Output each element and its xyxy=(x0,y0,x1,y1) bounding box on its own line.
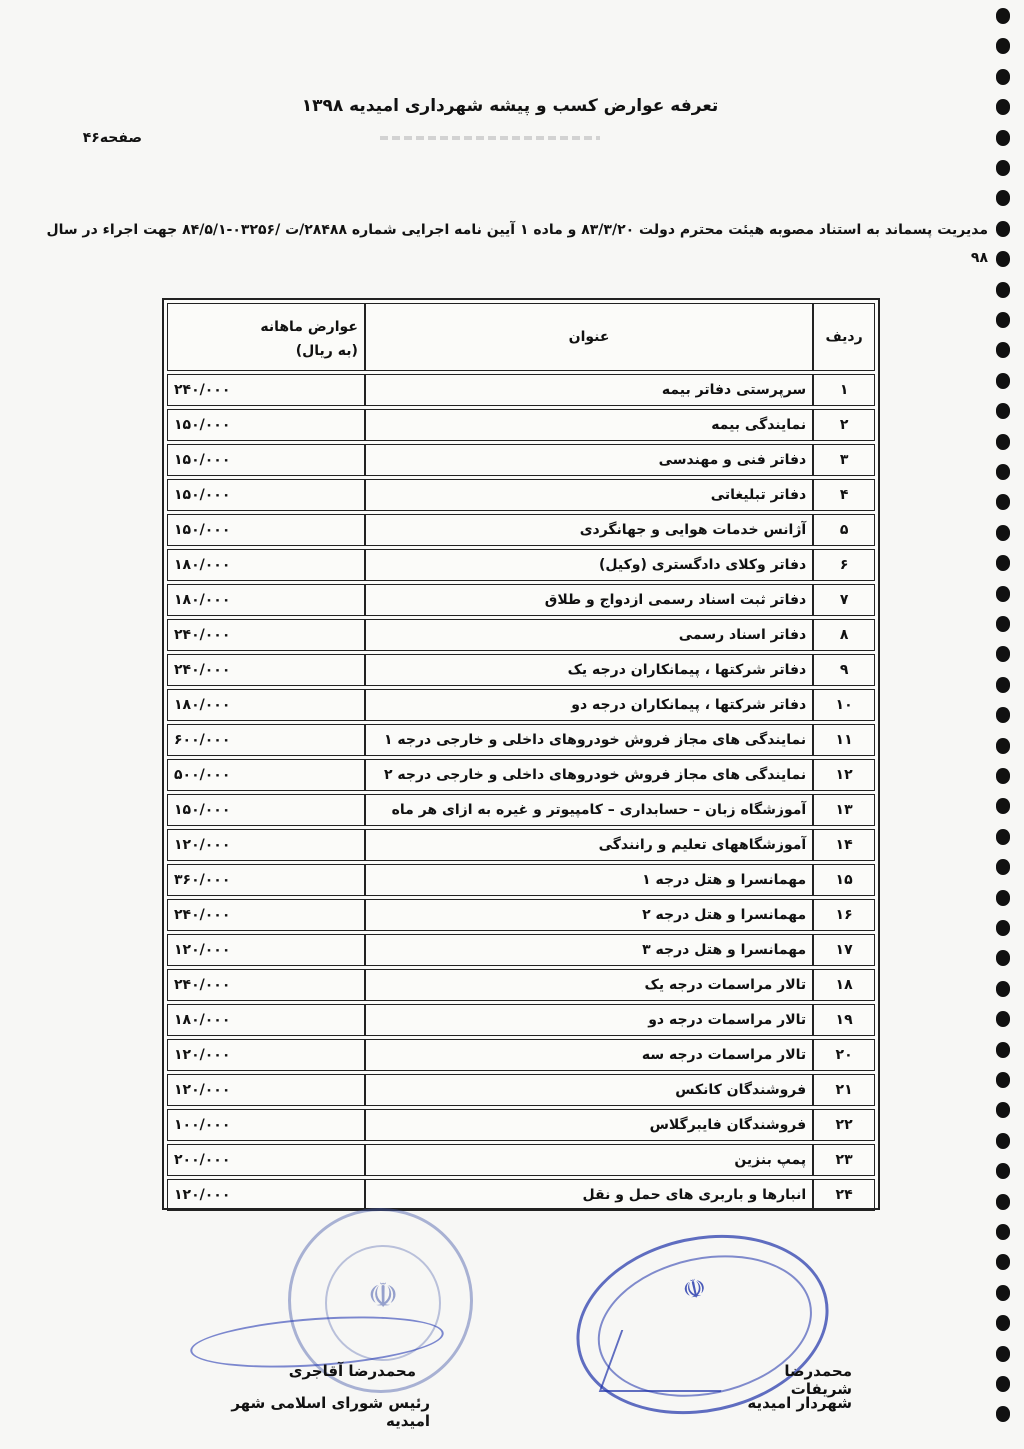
row-fee: ۱۲۰/۰۰۰ xyxy=(167,1179,365,1211)
ring-hole-icon xyxy=(996,1042,1010,1058)
signatory-left-title: رئیس شورای اسلامی شهر امیدیه xyxy=(231,1394,430,1430)
ring-hole-icon xyxy=(996,1285,1010,1301)
ring-hole-icon xyxy=(996,160,1010,176)
row-fee: ۲۴۰/۰۰۰ xyxy=(167,374,365,406)
fee-table-frame xyxy=(162,298,880,1210)
ring-hole-icon xyxy=(996,1376,1010,1392)
ring-hole-icon xyxy=(996,190,1010,206)
row-number: ۲۴ xyxy=(813,1179,875,1211)
row-number: ۸ xyxy=(813,619,875,651)
row-number: ۷ xyxy=(813,584,875,616)
header-title: عنوان xyxy=(365,303,813,371)
ring-hole-icon xyxy=(996,616,1010,632)
row-fee: ۲۴۰/۰۰۰ xyxy=(167,969,365,1001)
row-fee: ۱۵۰/۰۰۰ xyxy=(167,794,365,826)
header-fee-line2: (به ریال) xyxy=(295,343,358,359)
table-row xyxy=(167,1144,875,1176)
row-fee: ۱۰۰/۰۰۰ xyxy=(167,1109,365,1141)
ring-hole-icon xyxy=(996,920,1010,936)
signatory-right-title: شهردار امیدیه xyxy=(747,1394,852,1412)
binding-rings xyxy=(992,8,1014,1443)
ring-hole-icon xyxy=(996,1406,1010,1422)
ring-hole-icon xyxy=(996,494,1010,510)
header-fee xyxy=(167,303,365,371)
row-title: دفاتر ثبت اسناد رسمی ازدواج و طلاق xyxy=(365,584,813,616)
ring-hole-icon xyxy=(996,1163,1010,1179)
ring-hole-icon xyxy=(996,768,1010,784)
row-number: ۱۹ xyxy=(813,1004,875,1036)
ring-hole-icon xyxy=(996,829,1010,845)
row-fee: ۱۲۰/۰۰۰ xyxy=(167,934,365,966)
ring-hole-icon xyxy=(996,1133,1010,1149)
ring-hole-icon xyxy=(996,130,1010,146)
ring-hole-icon xyxy=(996,525,1010,541)
table-row xyxy=(167,1074,875,1106)
table-row xyxy=(167,899,875,931)
row-fee: ۱۸۰/۰۰۰ xyxy=(167,1004,365,1036)
table-row xyxy=(167,374,875,406)
row-number: ۱۱ xyxy=(813,724,875,756)
row-title: دفاتر شرکتها ، پیمانکاران درجه دو xyxy=(365,689,813,721)
table-row xyxy=(167,584,875,616)
ring-hole-icon xyxy=(996,981,1010,997)
ring-hole-icon xyxy=(996,8,1010,24)
row-title: نمایندگی های مجاز فروش خودروهای داخلی و خارجی درجه ۱ xyxy=(365,724,813,756)
row-number: ۵ xyxy=(813,514,875,546)
row-title: آموزشگاه زبان – حسابداری – کامپیوتر و غیره به ازای هر ماه xyxy=(365,794,813,826)
table-row xyxy=(167,864,875,896)
row-title: دفاتر اسناد رسمی xyxy=(365,619,813,651)
row-title: آژانس خدمات هوایی و جهانگردی xyxy=(365,514,813,546)
row-title: فروشندگان کانکس xyxy=(365,1074,813,1106)
row-fee: ۲۴۰/۰۰۰ xyxy=(167,899,365,931)
intro-paragraph: مدیریت پسماند به استناد مصوبه هیئت محترم دولت ۸۳/۳/۲۰ و ماده ۱ آیین نامه اجرایی شماره ۲۸۴۸۸/ت /۰۳۲۵۶-۸۴/۵/۱ جهت اجراء در سال ۹۸ xyxy=(46,222,988,266)
row-fee: ۱۵۰/۰۰۰ xyxy=(167,409,365,441)
ring-hole-icon xyxy=(996,586,1010,602)
row-title: سرپرستی دفاتر بیمه xyxy=(365,374,813,406)
row-number: ۶ xyxy=(813,549,875,581)
ring-hole-icon xyxy=(996,464,1010,480)
ring-hole-icon xyxy=(996,707,1010,723)
row-title: دفاتر وکلای دادگستری (وکیل) xyxy=(365,549,813,581)
faded-text-line xyxy=(380,136,600,140)
table-row xyxy=(167,969,875,1001)
ring-hole-icon xyxy=(996,434,1010,450)
row-number: ۹ xyxy=(813,654,875,686)
row-fee: ۱۲۰/۰۰۰ xyxy=(167,829,365,861)
row-title: دفاتر شرکتها ، پیمانکاران درجه یک xyxy=(365,654,813,686)
row-fee: ۱۵۰/۰۰۰ xyxy=(167,514,365,546)
ring-hole-icon xyxy=(996,859,1010,875)
table-row xyxy=(167,549,875,581)
row-number: ۳ xyxy=(813,444,875,476)
iran-emblem-icon: ☫ xyxy=(367,1276,399,1316)
row-fee: ۳۶۰/۰۰۰ xyxy=(167,864,365,896)
row-number: ۲۰ xyxy=(813,1039,875,1071)
row-number: ۲۳ xyxy=(813,1144,875,1176)
ring-hole-icon xyxy=(996,342,1010,358)
ring-hole-icon xyxy=(996,221,1010,237)
table-row xyxy=(167,794,875,826)
fee-table xyxy=(167,303,875,1211)
row-number: ۱۸ xyxy=(813,969,875,1001)
row-number: ۱ xyxy=(813,374,875,406)
table-row xyxy=(167,934,875,966)
row-number: ۱۰ xyxy=(813,689,875,721)
row-fee: ۶۰۰/۰۰۰ xyxy=(167,724,365,756)
row-number: ۱۵ xyxy=(813,864,875,896)
row-number: ۱۴ xyxy=(813,829,875,861)
row-title: مهمانسرا و هتل درجه ۱ xyxy=(365,864,813,896)
row-number: ۱۳ xyxy=(813,794,875,826)
row-number: ۲۲ xyxy=(813,1109,875,1141)
document-title: تعرفه عوارض کسب و پیشه شهرداری امیدیه ۱۳۹۸ xyxy=(301,96,719,116)
row-fee: ۱۲۰/۰۰۰ xyxy=(167,1039,365,1071)
row-fee: ۲۴۰/۰۰۰ xyxy=(167,654,365,686)
ring-hole-icon xyxy=(996,1254,1010,1270)
ring-hole-icon xyxy=(996,555,1010,571)
table-row xyxy=(167,689,875,721)
row-title: تالار مراسمات درجه یک xyxy=(365,969,813,1001)
ring-hole-icon xyxy=(996,373,1010,389)
row-fee: ۱۵۰/۰۰۰ xyxy=(167,444,365,476)
ring-hole-icon xyxy=(996,1072,1010,1088)
row-title: مهمانسرا و هتل درجه ۳ xyxy=(365,934,813,966)
header-fee-line1: عوارض ماهانه xyxy=(260,319,358,335)
signature-right xyxy=(599,1330,744,1392)
table-row xyxy=(167,1004,875,1036)
row-number: ۲ xyxy=(813,409,875,441)
row-fee: ۱۸۰/۰۰۰ xyxy=(167,549,365,581)
row-number: ۱۲ xyxy=(813,759,875,791)
row-number: ۱۶ xyxy=(813,899,875,931)
ring-hole-icon xyxy=(996,1102,1010,1118)
ring-hole-icon xyxy=(996,38,1010,54)
ring-hole-icon xyxy=(996,99,1010,115)
row-title: آموزشگاههای تعلیم و رانندگی xyxy=(365,829,813,861)
ring-hole-icon xyxy=(996,1315,1010,1331)
row-fee: ۲۰۰/۰۰۰ xyxy=(167,1144,365,1176)
table-row xyxy=(167,759,875,791)
row-number: ۴ xyxy=(813,479,875,511)
header-row-number: ردیف xyxy=(813,303,875,371)
row-number: ۲۱ xyxy=(813,1074,875,1106)
row-title: مهمانسرا و هتل درجه ۲ xyxy=(365,899,813,931)
ring-hole-icon xyxy=(996,251,1010,267)
ring-hole-icon xyxy=(996,69,1010,85)
iran-emblem-icon: ☫ xyxy=(680,1272,710,1307)
row-title: نمایندگی بیمه xyxy=(365,409,813,441)
table-row xyxy=(167,444,875,476)
row-fee: ۱۵۰/۰۰۰ xyxy=(167,479,365,511)
ring-hole-icon xyxy=(996,1346,1010,1362)
signatory-right-name: محمدرضا شریفات xyxy=(784,1362,852,1398)
table-header-row xyxy=(167,303,875,371)
row-fee: ۱۸۰/۰۰۰ xyxy=(167,584,365,616)
ring-hole-icon xyxy=(996,646,1010,662)
table-row xyxy=(167,619,875,651)
ring-hole-icon xyxy=(996,677,1010,693)
row-fee: ۱۸۰/۰۰۰ xyxy=(167,689,365,721)
row-title: دفاتر تبلیغاتی xyxy=(365,479,813,511)
ring-hole-icon xyxy=(996,282,1010,298)
page-number: صفحه۴۶ xyxy=(82,130,142,146)
table-row xyxy=(167,1039,875,1071)
ring-hole-icon xyxy=(996,890,1010,906)
row-title: فروشندگان فایبرگلاس xyxy=(365,1109,813,1141)
ring-hole-icon xyxy=(996,738,1010,754)
table-row xyxy=(167,1109,875,1141)
table-row xyxy=(167,514,875,546)
row-title: تالار مراسمات درجه سه xyxy=(365,1039,813,1071)
ring-hole-icon xyxy=(996,950,1010,966)
ring-hole-icon xyxy=(996,1194,1010,1210)
table-row xyxy=(167,829,875,861)
table-row xyxy=(167,479,875,511)
row-fee: ۱۲۰/۰۰۰ xyxy=(167,1074,365,1106)
ring-hole-icon xyxy=(996,403,1010,419)
row-number: ۱۷ xyxy=(813,934,875,966)
ring-hole-icon xyxy=(996,1224,1010,1240)
row-fee: ۵۰۰/۰۰۰ xyxy=(167,759,365,791)
row-fee: ۲۴۰/۰۰۰ xyxy=(167,619,365,651)
table-row xyxy=(167,724,875,756)
ring-hole-icon xyxy=(996,798,1010,814)
row-title: تالار مراسمات درجه دو xyxy=(365,1004,813,1036)
signatory-left-name: محمدرضا آقاجری xyxy=(288,1362,416,1380)
row-title: دفاتر فنی و مهندسی xyxy=(365,444,813,476)
row-title: انبارها و باربری های حمل و نقل xyxy=(365,1179,813,1211)
table-row xyxy=(167,1179,875,1211)
row-title: پمپ بنزین xyxy=(365,1144,813,1176)
table-row xyxy=(167,409,875,441)
row-title: نمایندگی های مجاز فروش خودروهای داخلی و خارجی درجه ۲ xyxy=(365,759,813,791)
ring-hole-icon xyxy=(996,1011,1010,1027)
table-row xyxy=(167,654,875,686)
ring-hole-icon xyxy=(996,312,1010,328)
